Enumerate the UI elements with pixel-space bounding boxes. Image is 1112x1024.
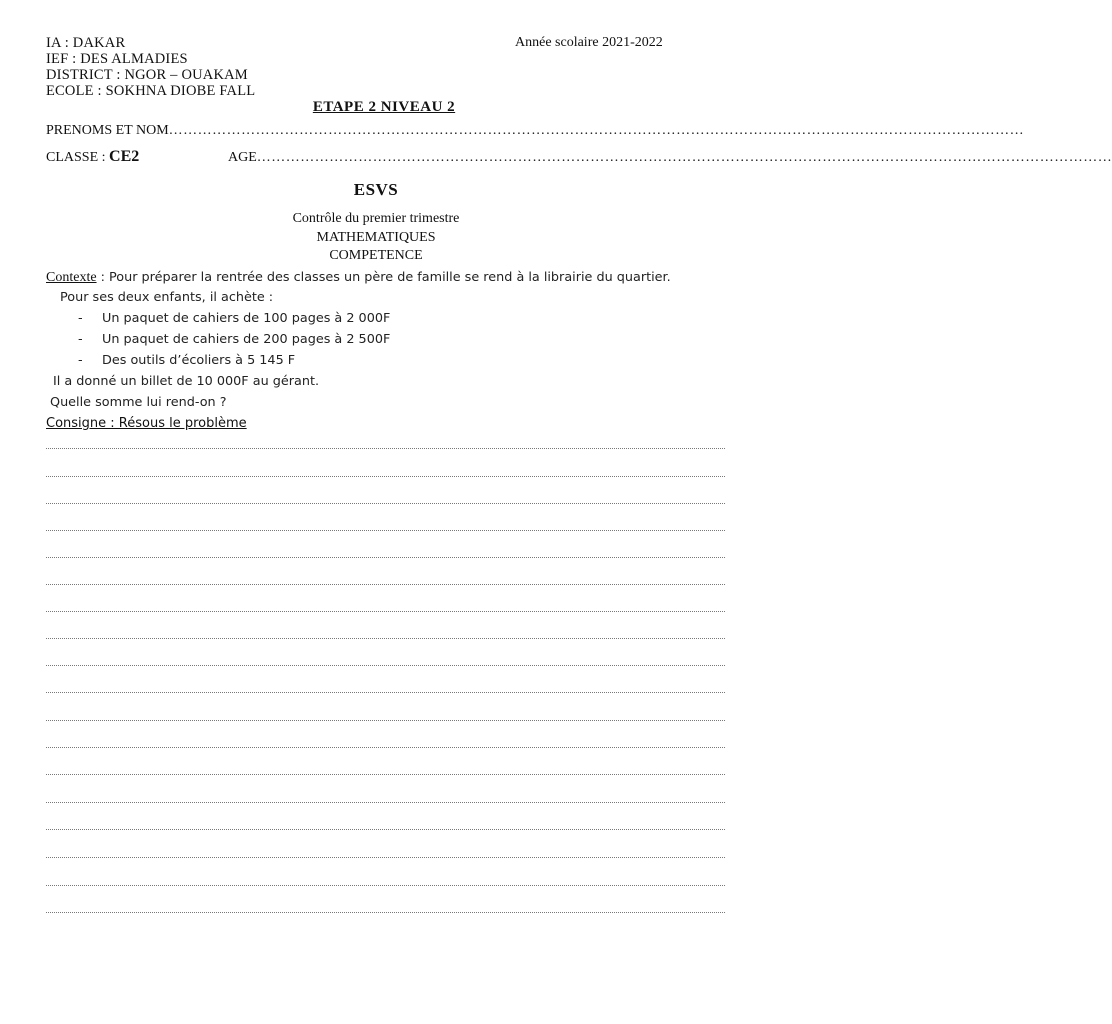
exam-type: COMPETENCE bbox=[329, 248, 423, 263]
exam-control: Contrôle du premier trimestre bbox=[292, 211, 460, 226]
context-label: Contexte bbox=[46, 270, 97, 285]
answer-line[interactable] bbox=[46, 720, 725, 721]
answer-line[interactable] bbox=[46, 885, 725, 886]
answer-line[interactable] bbox=[46, 476, 725, 477]
list-item: Des outils d’écoliers à 5 145 F bbox=[102, 353, 296, 368]
answer-line[interactable] bbox=[46, 774, 725, 775]
name-dots: …………………………………………………………………………………………………………………………………………………………… bbox=[168, 123, 1025, 138]
answer-line[interactable] bbox=[46, 857, 725, 858]
answer-line[interactable] bbox=[46, 503, 725, 504]
bullet-1: - bbox=[78, 311, 83, 326]
header-ief: IEF : DES ALMADIES bbox=[46, 51, 188, 67]
school-year: Année scolaire 2021-2022 bbox=[515, 35, 663, 50]
bullet-2: - bbox=[78, 332, 83, 347]
exam-esvs: ESVS bbox=[353, 180, 399, 199]
instruction: Consigne : Résous le problème bbox=[46, 416, 247, 431]
answer-line[interactable] bbox=[46, 912, 725, 913]
answer-line[interactable] bbox=[46, 665, 725, 666]
age-field[interactable] bbox=[228, 150, 1112, 166]
answer-line[interactable] bbox=[46, 584, 725, 585]
exam-subject: MATHEMATIQUES bbox=[316, 230, 436, 245]
answer-line[interactable] bbox=[46, 829, 725, 830]
page-title: ETAPE 2 NIVEAU 2 bbox=[312, 99, 456, 115]
answer-line[interactable] bbox=[46, 611, 725, 612]
age-label: AGE bbox=[228, 150, 257, 165]
class-label: CLASSE : bbox=[46, 150, 110, 165]
context-question: Quelle somme lui rend-on ? bbox=[50, 395, 227, 410]
age-dots: …………………………………………………………………………………………………………………………………………………………… bbox=[256, 150, 1112, 165]
context-intro: : Pour préparer la rentrée des classes un père de famille se rend à la librairie du quartier. bbox=[96, 270, 671, 285]
header-ia: IA : DAKAR bbox=[46, 35, 126, 51]
context-line2: Pour ses deux enfants, il achète : bbox=[60, 290, 274, 305]
answer-line[interactable] bbox=[46, 557, 725, 558]
list-item: Un paquet de cahiers de 100 pages à 2 000F bbox=[102, 311, 391, 326]
answer-line[interactable] bbox=[46, 802, 725, 803]
name-field[interactable] bbox=[46, 123, 1025, 139]
class-value: CE2 bbox=[109, 148, 140, 165]
class-field bbox=[46, 148, 139, 166]
answer-line[interactable] bbox=[46, 530, 725, 531]
header-ecole: ECOLE : SOKHNA DIOBE FALL bbox=[46, 83, 256, 99]
context-given: Il a donné un billet de 10 000F au gérant. bbox=[53, 374, 320, 389]
list-item: Un paquet de cahiers de 200 pages à 2 500F bbox=[102, 332, 391, 347]
name-label: PRENOMS ET NOM bbox=[46, 123, 169, 138]
bullet-3: - bbox=[78, 353, 83, 368]
header-district: DISTRICT : NGOR – OUAKAM bbox=[46, 67, 248, 83]
context-line bbox=[46, 268, 671, 286]
answer-line[interactable] bbox=[46, 638, 725, 639]
answer-line[interactable] bbox=[46, 747, 725, 748]
answer-line[interactable] bbox=[46, 692, 725, 693]
answer-line[interactable] bbox=[46, 448, 725, 449]
